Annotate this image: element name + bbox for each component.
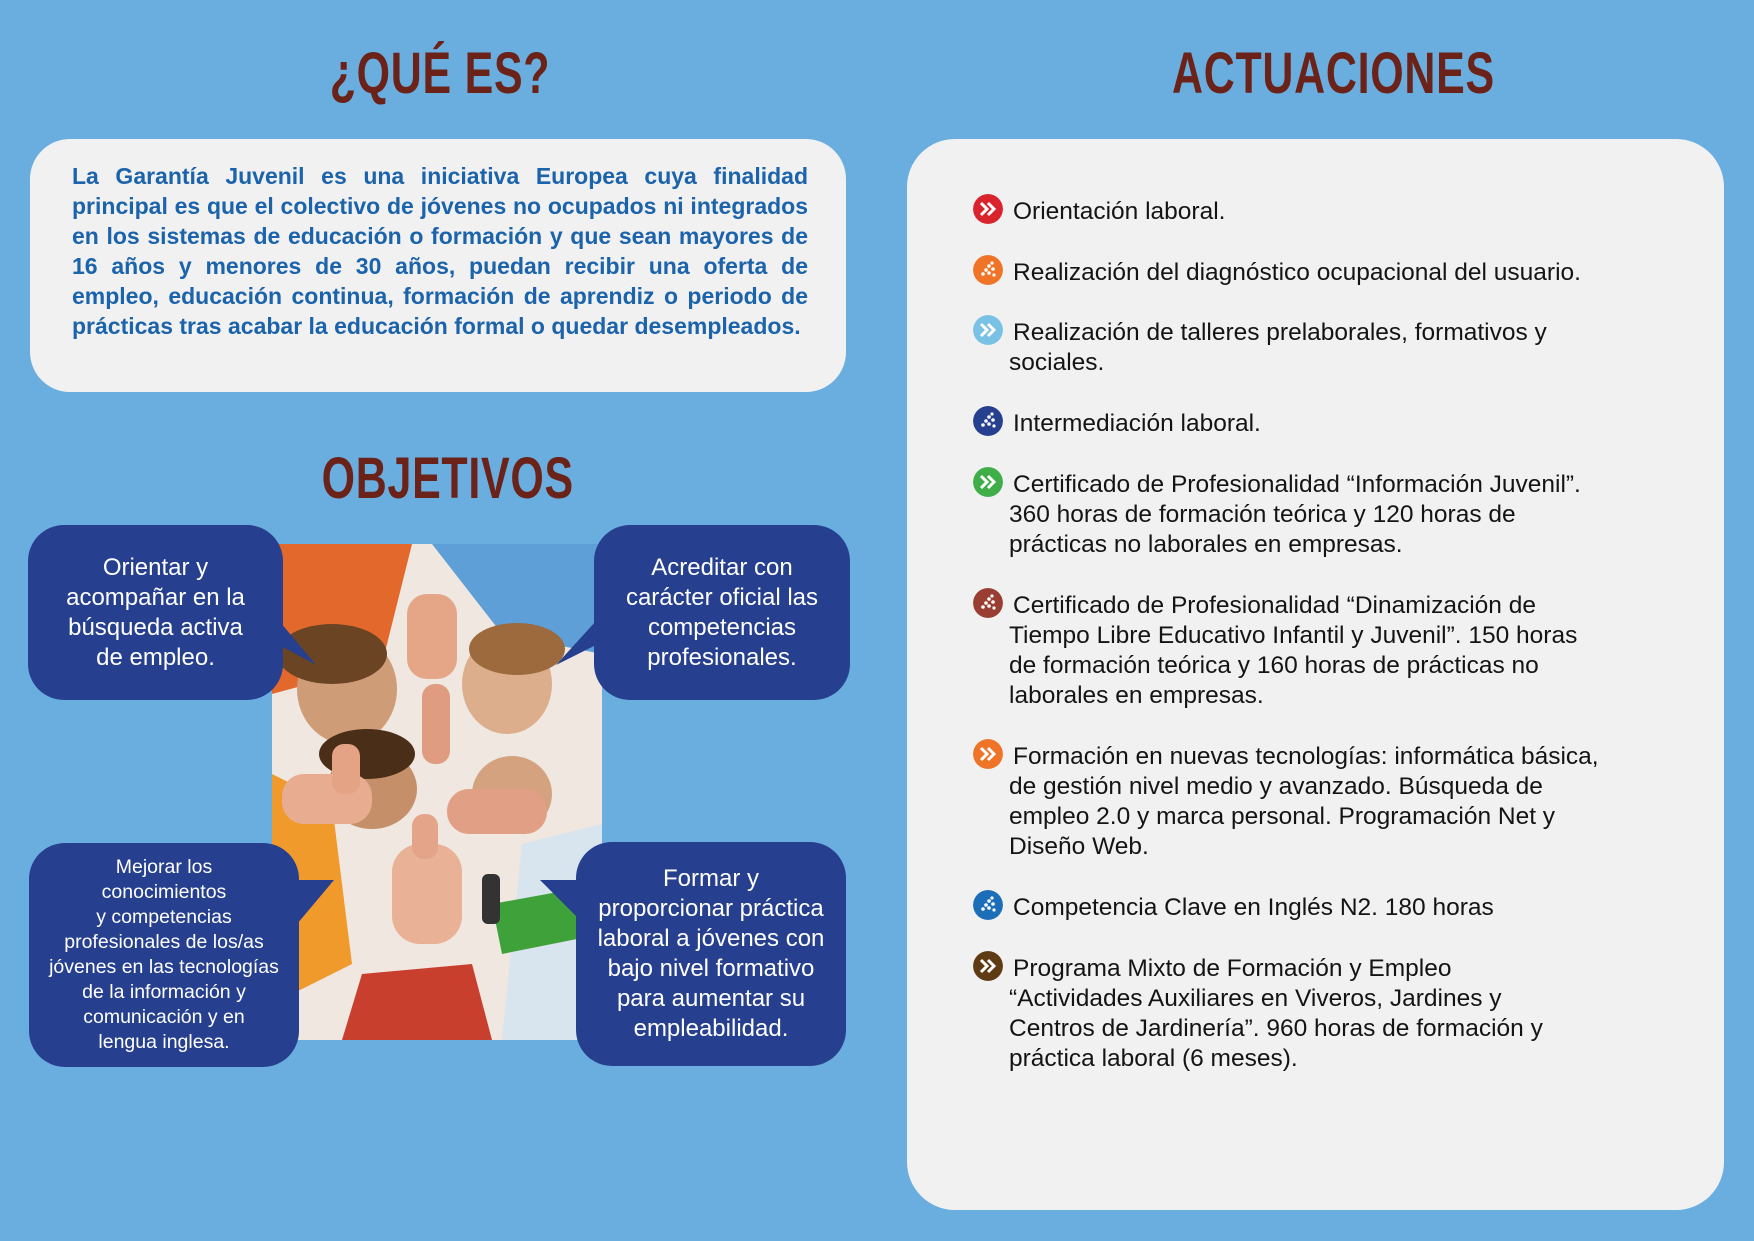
bubble-tail — [292, 880, 342, 940]
actuacion-line: sociales. — [1009, 349, 1105, 376]
actuacion-line: de gestión nivel medio y avanzado. Búsqueda de — [1009, 773, 1543, 800]
actuacion-line: empleo 2.0 y marca personal. Programación Net y — [1009, 803, 1556, 830]
actuacion-text — [973, 954, 1683, 1074]
que-es-title: ¿QUÉ ES? — [329, 41, 551, 106]
actuacion-item — [973, 954, 1683, 1074]
bubble-line: competencias — [647, 613, 797, 641]
actuacion-line: Programa Mixto de Formación y Empleo — [1013, 955, 1452, 982]
actuacion-line: Competencia Clave en Inglés N2. 180 horas — [1013, 894, 1494, 921]
intro-box — [30, 139, 846, 392]
actuacion-text — [973, 409, 1683, 439]
actuacion-line: Intermediación laboral. — [1013, 410, 1261, 437]
bubble-line: empleabilidad. — [633, 1015, 789, 1042]
actuacion-text — [973, 591, 1683, 711]
actuaciones-box — [907, 139, 1724, 1210]
objective-bubble-2 — [594, 525, 850, 700]
bubble-line: para aumentar su — [616, 985, 806, 1012]
actuacion-line: práctica laboral (6 meses). — [1009, 1045, 1298, 1072]
actuacion-text — [973, 197, 1683, 227]
actuacion-text — [973, 470, 1683, 560]
bubble-line: proporcionar práctica — [598, 895, 824, 922]
objetivos-title: OBJETIVOS — [321, 446, 574, 511]
actuacion-item — [973, 470, 1683, 560]
bubble-line: laboral a jóvenes con — [597, 925, 825, 952]
bubble-line: Mejorar los — [115, 856, 213, 878]
bubble-line: jóvenes en las tecnologías — [49, 956, 279, 978]
bubble-line: profesionales. — [647, 643, 797, 671]
actuacion-item — [973, 409, 1683, 439]
actuacion-item — [973, 318, 1683, 378]
dots-icon — [973, 890, 1003, 920]
objective-bubble-4 — [576, 842, 846, 1066]
actuacion-item — [973, 591, 1683, 711]
actuacion-line: laborales en empresas. — [1009, 682, 1264, 709]
double-chevron-icon — [973, 315, 1003, 345]
dots-icon — [973, 588, 1003, 618]
bubble-line: Formar y — [662, 865, 759, 892]
actuacion-line: 360 horas de formación teórica y 120 horas de — [1009, 501, 1516, 528]
actuacion-line: Tiempo Libre Educativo Infantil y Juvenil”. 150 horas — [1009, 622, 1578, 649]
actuacion-line: Realización de talleres prelaborales, formativos y — [1013, 319, 1547, 346]
dots-icon — [973, 255, 1003, 285]
objective-bubble-1 — [28, 525, 283, 700]
bubble-line: y competencias — [96, 906, 232, 928]
actuaciones-title: ACTUACIONES — [1172, 41, 1495, 106]
dots-icon — [973, 406, 1003, 436]
actuacion-line: Realización del diagnóstico ocupacional del usuario. — [1013, 259, 1581, 286]
bubble-line: búsqueda activa — [68, 613, 243, 641]
actuacion-text — [973, 742, 1683, 862]
actuacion-text — [973, 893, 1683, 923]
actuacion-line: Diseño Web. — [1009, 833, 1149, 860]
actuacion-line: “Actividades Auxiliares en Viveros, Jardines y — [1009, 985, 1502, 1012]
actuacion-item — [973, 893, 1683, 923]
bubble-line: Acreditar con — [651, 553, 793, 581]
bubble-line: comunicación y en — [83, 1006, 245, 1028]
actuacion-text — [973, 258, 1683, 288]
bubble-line: carácter oficial las — [625, 583, 819, 611]
bubble-line: de empleo. — [96, 643, 215, 671]
bubble-line: Orientar y — [102, 553, 209, 581]
actuacion-line: Certificado de Profesionalidad “Dinamización de — [1013, 592, 1536, 619]
bubble-line: de la información y — [82, 981, 246, 1003]
double-chevron-icon — [973, 951, 1003, 981]
bubble-line: bajo nivel formativo — [607, 955, 815, 982]
actuacion-text — [973, 318, 1683, 378]
double-chevron-icon — [973, 739, 1003, 769]
actuacion-line: Orientación laboral. — [1013, 198, 1226, 225]
actuacion-item — [973, 258, 1683, 288]
double-chevron-icon — [973, 194, 1003, 224]
bubble-line: profesionales de los/as — [64, 931, 264, 953]
actuacion-line: Centros de Jardinería”. 960 horas de formación y — [1009, 1015, 1543, 1042]
actuacion-line: Formación en nuevas tecnologías: informática básica, — [1013, 743, 1599, 770]
bubble-line: conocimientos — [101, 881, 227, 903]
actuacion-item — [973, 197, 1683, 227]
bubble-line: acompañar en la — [66, 583, 245, 611]
intro-text: La Garantía Juvenil es una iniciativa Europea cuya finalidad principal es que el colectivo de jóvenes no ocupados ni integrados en los sistemas de educación o formación y que sean mayores de 16 años y menores de 30 años, puedan recibir una oferta de empleo, educación continua, formación de aprendiz o periodo de prácticas tras acabar la educación formal o quedar desempleados. — [72, 163, 808, 339]
actuacion-line: prácticas no laborales en empresas. — [1009, 531, 1403, 558]
actuacion-item — [973, 742, 1683, 862]
actuacion-line: Certificado de Profesionalidad “Información Juvenil”. — [1013, 471, 1581, 498]
bubble-line: lengua inglesa. — [98, 1031, 230, 1053]
objective-bubble-3 — [29, 843, 299, 1067]
double-chevron-icon — [973, 467, 1003, 497]
actuacion-line: de formación teórica y 160 horas de prácticas no — [1009, 652, 1539, 679]
